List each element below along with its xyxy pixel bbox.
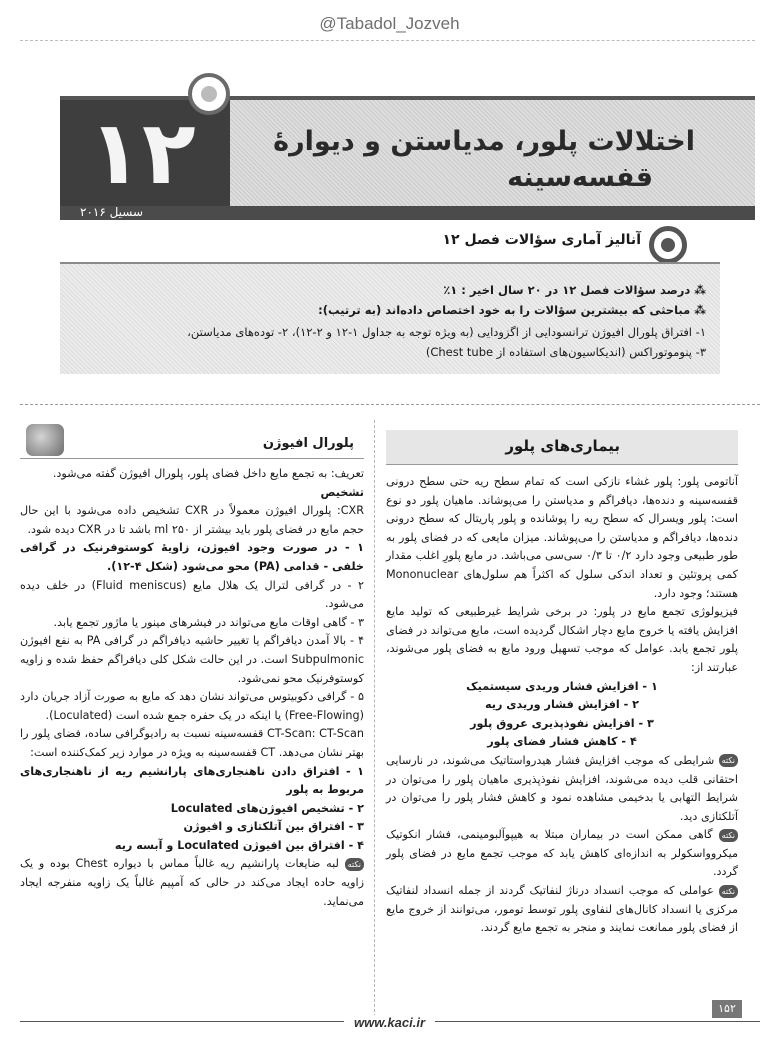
cxr-item-5: ۵ - گرافی دکوبیتوس می‌تواند نشان دهد که مایع به صورت آزاد جریان دارد (Free-Flowing) یا اینکه در یک حفره جمع شده است (Loculated). [20,690,364,722]
list-item: ۳ - افزایش نفوذپذیری عروق پلور [470,716,654,730]
note-2-text: گاهی ممکن است در بیماران مبتلا به هیپوآلبومینمی، فشار انکوتیک میکروواسکولر به اندازه‌ای کاهش یابد که موجب تجمع مایع در فضای پلور گردد. [386,828,738,879]
anatomy-paragraph: آناتومی پلور: پلور غشاء نازکی است که تمام سطح ریه حتی سطح درونی قفسه‌سینه و دنده‌ها، دیافراگم و مدیاستن را می‌پوشاند. ماهیان پلور دو نوع است: پلور ویسرال که سطح ریه را پوشانده و پلور پاریتال که سطح درونی دنده‌ها، دیافراگم و مدیاستن را می‌پوشاند. میزان مایعی که در فضای پلور به طور طبیعی وجود دارد ۰/۲ تا ۰/۳ سی‌سی می‌باشد. در مایع پلورِ اغلب مقدار کمی پروتئین و تعداد اندکی سلول که اکثراً هم سلول‌های Mononuclear هستند؛ وجود دارد. [386,475,739,600]
note-1 [386,752,738,826]
right-column [386,430,738,938]
chapter-title-line2: قفسه‌سینه [507,162,653,193]
analysis-line-1: ⁂ درصد سؤالات فصل ۱۲ در ۲۰ سال اخیر : ۱٪ [443,283,706,297]
list-item: ۴ - کاهش فشار فضای پلور [487,735,637,749]
header-circle-ornament [188,73,230,115]
section-divider [20,404,760,405]
page-number: ۱۵۲ [712,1000,742,1018]
analysis-circle-icon [649,226,687,264]
analysis-line-3: ۱- افتراق پلورال افیوژن ترانسودایی از اگزودایی (به ویژه توجه به جداول ۱-۱۲ و ۲-۱۲)، ۲- توده‌های مدیاستن، [187,325,706,339]
list-item: ۱ - افزایش فشار وریدی سیستمیک [466,679,658,693]
note-icon: نکته [345,858,364,871]
edition-bar [60,206,755,220]
analysis-title: آنالیز آماری سؤالات فصل ۱۲ [442,232,641,248]
note-3 [386,882,738,938]
analysis-line-4: ۳- پنوموتوراکس (اندیکاسیون‌های استفاده از Chest tube) [425,345,706,359]
pleural-effusion-heading: پلورال افیوژن [262,436,354,451]
top-divider [20,40,755,41]
analysis-box [60,262,720,374]
note-icon: نکته [719,885,738,898]
cxr-item-1: ۱ - در صورت وجود افیوژن، زاویۀ کوستوفرنیک در گرافی خلفی - قدامی (PA) محو می‌شود (شکل ۴-۱۲). [20,541,364,573]
ct-item-4: ۴ - افتراق بین افیوژن Loculated و آبسه ریه [114,838,364,852]
cxr-item-2: ۲ - در گرافی لترال یک هلال مایع (Fluid meniscus) در خلف دیده می‌شود. [20,578,365,611]
ct-item-3: ۳ - افتراق بین آتلکتازی و افیوژن [183,820,364,834]
cxr-item-4: ۴ - بالا آمدن دیافراگم یا تغییر حاشیه دیافراگم در گرافی PA به نفع افیوژن Subpulmonic است. در این حالت شکل کلی دیافراگم حفظ شده و زاویه کوستوفرنیک محو نمی‌شود. [20,634,364,685]
diagnosis-heading: تشخیص [320,485,364,499]
pleural-diseases-heading-bar [386,430,738,465]
chapter-number: ۱۲ [88,101,196,204]
lung-illustration-icon [26,424,64,456]
list-item: ۲ - افزایش فشار وریدی ریه [484,698,640,712]
cxr-paragraph: CXR: پلورال افیوژن معمولاً در CXR تشخیص داده می‌شود با این حال حجم مایع در فضای پلور باید بیشتر از ۲۵۰ ml باشد تا در CXR دیده شود. [20,504,364,536]
pleural-diseases-heading: بیماری‌های پلور [505,437,620,455]
chapter-title-line1: اختلالات پلور، مدیاستن و دیوارۀ [273,126,695,157]
left-column [20,430,364,911]
note-1-text: شرایطی که موجب افزایش فشار هیدرواستاتیک می‌شوند، در نارسایی احتقانی قلب دیده می‌شوند، افزایش نفوذپذیری ماهیان پلور را می‌توان در شرایط التهابی یا بدخیمی مشاهده نمود و کاهش فشار پلور را می‌توان در آتلکتازی دید. [386,753,738,823]
note-2 [386,826,738,882]
analysis-line-2: ⁂ مباحثی که بیشترین سؤالات را به خود اختصاص داده‌اند (به ترتیب): [318,303,706,317]
watermark: @Tabadol_Jozveh [319,14,460,33]
left-note [20,855,364,911]
ct-item-1: ۱ - افتراق دادن ناهنجاری‌های پارانشیم ریه از ناهنجاری‌های مربوط به پلور [20,764,364,797]
left-note-text: لبه ضایعات پارانشیم ریه غالباً مماس با دیواره Chest بوده و یک زاویه حاده ایجاد می‌کند در حالی که آمپیم غالباً یک زاویه منفرجه ایجاد می‌نماید. [20,857,364,908]
definition-paragraph: تعریف: به تجمع مایع داخل فضای پلور، پلورال افیوژن گفته می‌شود. [52,467,364,480]
edition-label: سسیل ۲۰۱۶ [80,205,144,219]
ct-paragraph: CT-Scan: CT-Scan قفسه‌سینه نسبت به رادیوگرافی ساده، فضای پلور را بهتر نشان می‌دهد. CT قفسه‌سینه به ویژه در موارد زیر کمک‌کننده است: [20,727,364,759]
footer [0,1012,779,1031]
footer-url[interactable]: www.kaci.ir [344,1015,435,1030]
column-divider [374,420,375,1022]
physiology-paragraph: فیزیولوژی تجمع مایع در پلور: در برخی شرایط غیرطبیعی که تولید مایع افزایش یافته یا خروج مایع دچار اشکال گردیده است، مایع می‌تواند در فضای پلور تجمع یابد. عوامل که موجب تسهیل ورود مایع به فضای پلور می‌شوند، عبارتند از: [386,605,738,674]
cxr-item-3: ۳ - گاهی اوقات مایع می‌تواند در فیشرهای مینور یا ماژور تجمع یابد. [53,615,364,629]
chapter-title [273,124,695,196]
ct-item-2: ۲ - تشخیص افیوژن‌های Loculated [170,801,364,815]
note-3-text: عواملی که موجب انسداد درناژ لنفاتیک گردند از جمله انسداد لنفاتیک مرکزی یا انسداد کانال‌های لنفاوی پلور توسط تومور، می‌توانند از خروج مایع از فضای پلور ممانعت نمایند و منجر به تجمع مایع گردند. [386,884,738,935]
pleural-effusion-heading-bar [20,430,364,459]
note-icon: نکته [719,829,738,842]
note-icon: نکته [719,754,738,767]
